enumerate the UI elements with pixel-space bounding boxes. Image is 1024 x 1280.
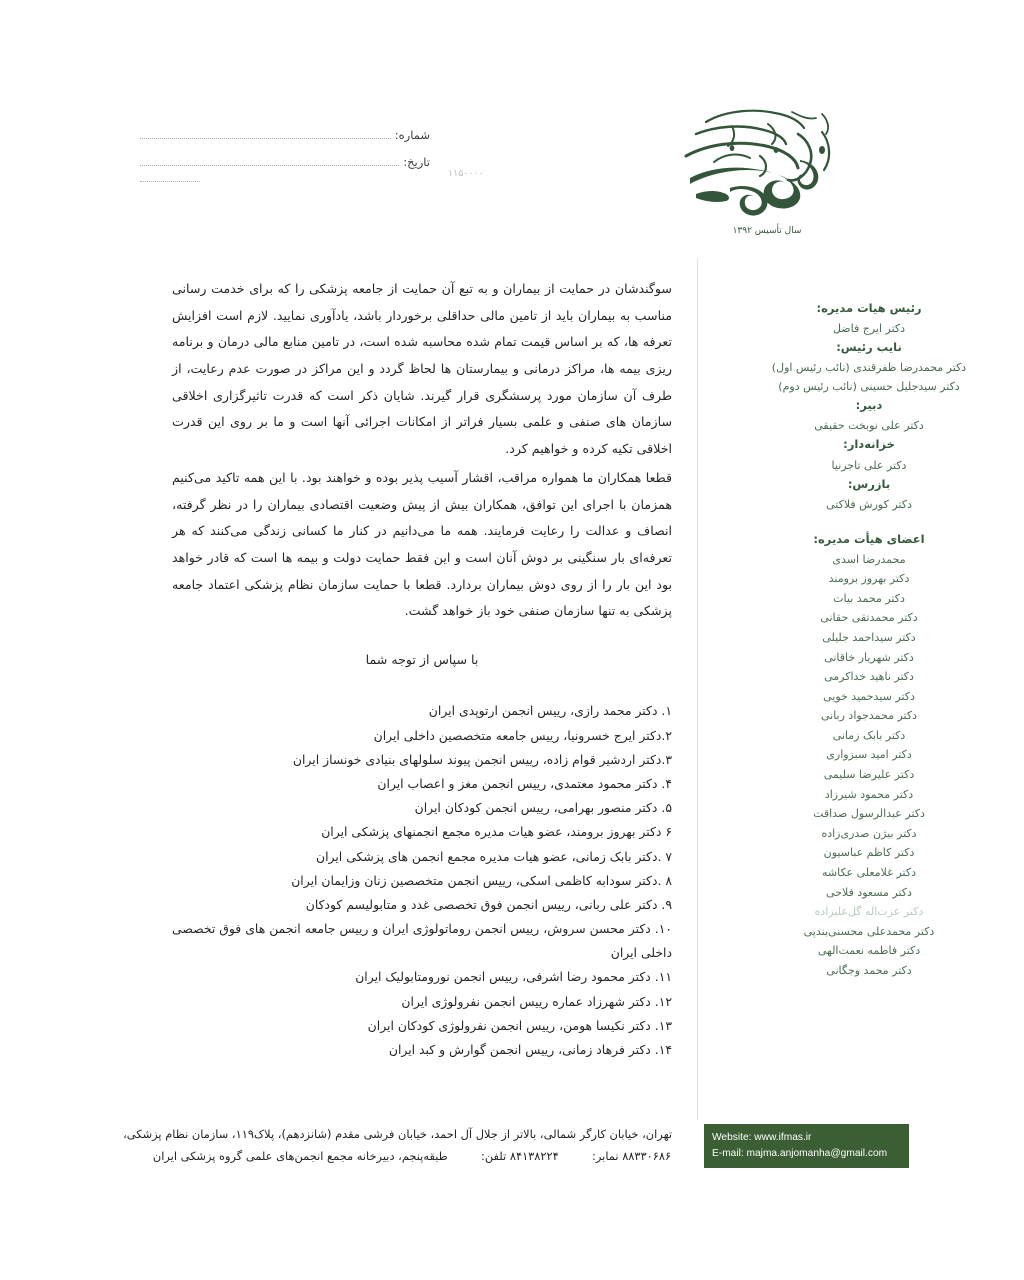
board-member-name: دکتر عزت‌اله گل‌علیزاده [814, 905, 924, 919]
role-title-treasurer: خزانه‌دار: [843, 437, 895, 452]
board-member-name: دکتر عبدالرسول صداقت [813, 807, 925, 821]
board-member-name: دکتر علیرضا سلیمی [823, 768, 915, 782]
body-paragraph-1: سوگندشان در حمایت از بیماران و به تبع آن حمایت از جامعه پزشکی را که برای خدمت رسانی مناسب به بیماران باید از تامین مالی حداقلی برخوردار باشد، یادآوری نمایید. لازم است افزایش تعرفه ها، که بر اساس قیمت تمام شده محاسبه شده است، در تامین منابع مالی درمان و برنامه ریزی بیمه ها، مراکز درمانی و بیمارستان ها لحاظ گردد و این مراکز در صورت عدم رعایت، از طرف آن سازمان مورد پرسشگری قرار گیرند. شایان ذکر است که قدرت تاثیرگزاری اخلاقی سازمان های صنفی و علمی بسیار فراتر از امکانات اجرائی آنها است و ما بر روی این قدرت اخلاقی تکیه کرده و خواهیم کرد. [172, 281, 672, 457]
fax-label: نمابر: [592, 1149, 619, 1164]
signatory-item: ۸ .دکتر سودابه کاظمی اسکی، رییس انجمن متخصصین زنان وزایمان ایران [291, 872, 672, 888]
board-sidebar [714, 300, 1024, 980]
phone-value: ۸۴۱۳۸۲۲۴ [509, 1149, 559, 1164]
header-fields [140, 128, 430, 182]
board-member-name: دکتر محمد وجگانی [826, 963, 912, 977]
logo-calligraphy-icon [672, 104, 862, 232]
board-member-name: دکتر سیداحمد جلیلی [822, 631, 916, 644]
signatory-list [172, 699, 672, 1062]
board-member-name: دکتر امید سبزواری [826, 748, 912, 762]
signatory-item: ۴. دکتر محمود معتمدی، رییس انجمن مغز و اعصاب ایران [377, 775, 672, 791]
role-name-vice-chairman-first: دکتر محمدرضا ظفرقندی (نائب رئیس اول) [771, 361, 967, 375]
board-member-name: دکتر فاطمه نعمت‌الهی [817, 944, 921, 958]
signatory-item: ۱۴. دکتر فرهاد زمانی، رییس انجمن گوارش و کبد ایران [388, 1042, 672, 1057]
footer-address-line-1: تهران، خیابان کارگر شمالی، بالاتر از جلال آل احمد، خیابان فرشی مقدم (شانزدهم)، پلاک۱۱۹، سازمان نظام پزشکی، [123, 1127, 672, 1141]
email-line[interactable]: E-mail: majma.anjomanha@gmail.com [712, 1147, 888, 1159]
signatory-item: ۱۳. دکتر نکیسا هومن، رییس انجمن نفرولوژی کودکان ایران [367, 1017, 672, 1033]
footer-address [123, 1123, 672, 1167]
role-name-chairman: دکتر ایرج فاضل [832, 322, 906, 336]
board-members-list [714, 550, 1024, 981]
board-member-name: محمدرضا اسدی [832, 552, 906, 566]
page-footer [0, 1123, 1024, 1185]
signatory-item: ۱۲. دکتر شهرزاد عماره رییس انجمن نفرولوژی ایران [401, 993, 672, 1009]
phone-label: تلفن: [480, 1149, 507, 1164]
date-field-dots [140, 158, 399, 166]
role-title-inspector: بازرس: [847, 476, 891, 491]
board-member-name: دکتر بابک زمانی [832, 728, 906, 742]
date-field-label: تاریخ: [403, 155, 430, 169]
board-member-name: دکتر محمدجواد ربانی [820, 709, 918, 723]
website-line[interactable]: Website: www.ifmas.ir [712, 1132, 812, 1143]
board-member-name: دکتر کاظم عباسیون [823, 846, 915, 860]
board-member-name: دکتر سیدحمید خویی [823, 689, 915, 703]
signatory-item: ۳.دکتر اردشیر قوام زاده، رییس انجمن پیوند سلولهای بنیادی خونساز ایران [292, 751, 672, 767]
logo-founding-year: سال تأسیس ۱۳۹۲ [732, 226, 802, 236]
board-member-name: دکتر محمد بیات [833, 591, 905, 605]
role-name-treasurer: دکتر علی تاجرنیا [831, 458, 907, 472]
signatory-item: ۶ دکتر بهروز برومند، عضو هیات مدیره مجمع انجمنهای پزشکی ایران [321, 824, 672, 840]
date-field-row [140, 155, 430, 169]
board-member-name: دکتر بهروز برومند [828, 572, 910, 586]
sidebar-role-block [714, 300, 1024, 339]
closing-thanks: با سپاس از توجه شما [365, 651, 479, 667]
role-title-chairman: رئیس هیات مدیره: [816, 301, 922, 315]
board-member-name: دکتر بیژن صدری‌زاده [821, 826, 917, 840]
role-title-vice-chairman: نایب رئیس: [836, 340, 902, 355]
board-member-name: دکتر شهریار خاقانی [824, 650, 914, 664]
vertical-divider [697, 258, 698, 1120]
fax-value: ۸۸۳۳۰۶۸۶ [622, 1149, 672, 1164]
letter-body [172, 276, 672, 1062]
board-member-name: دکتر محمدتقی حقانی [820, 611, 918, 625]
role-name-vice-chairman-second: دکتر سیدجلیل حسینی (نائب رئیس دوم) [778, 380, 960, 394]
sidebar-role-block [714, 397, 1024, 436]
signatory-item: ۱. دکتر محمد رازی، رییس انجمن ارتوپدی ایران [428, 703, 672, 719]
sidebar-roles [714, 300, 1024, 515]
role-name-inspector: دکتر کورش فلاکتی [826, 497, 912, 511]
signatory-item: ۹. دکتر علی ربانی، رییس انجمن فوق تخصصی غدد و متابولیسم کودکان [305, 896, 672, 912]
organization-logo [672, 104, 862, 254]
role-title-secretary: دبیر: [855, 398, 883, 413]
board-member-name: دکتر غلامعلی عکاشه [822, 865, 916, 879]
extra-dotted-line [140, 180, 200, 182]
board-members-title: اعضای هیأت مدیره: [813, 531, 925, 546]
number-field-row [140, 128, 430, 142]
board-member-name: دکتر مسعود فلاحی [826, 885, 912, 899]
signatory-item: ۲.دکتر ایرج خسرونیا، رییس جامعه متخصصین داخلی ایران [373, 727, 672, 743]
sidebar-role-block [714, 339, 1024, 397]
board-member-name: دکتر ناهید خداکرمی [824, 670, 914, 684]
number-field-label: شماره: [394, 128, 430, 142]
footer-address-line-2 [152, 1145, 672, 1167]
board-member-name: دکتر محمود شیرزاد [824, 787, 914, 801]
signatory-item: ۱۱. دکتر محمود رضا اشرفی، رییس انجمن نورومتابولیک ایران [355, 969, 672, 985]
sidebar-role-block [714, 436, 1024, 475]
faint-reference-mark: ۱۱۵۰۰۰۰ [448, 168, 484, 179]
body-paragraph-2: قطعا همکاران ما همواره مراقب، اقشار آسیب پذیر بوده و خواهند بود. با این همه تاکید می‌کنیم همزمان با اجرای این توافق، همکاران بیش از پیش وضعیت اقتصادی بیماران را در نظر گرفته، انصاف و عدالت را رعایت فرمایند. همه ما می‌دانیم در کنار ما کسانی زندگی می‌کنند که هر تعرفه‌ای بار سنگینی بر دوش آنان است و این فقط حمایت دولت و بیمه ها است که قادر خواهد بود این بار را از روی دوش بیماران بردارد. قطعا با حمایت سازمان نظام پزشکی اعتماد جامعه پزشکی به تنها سازمان صنفی خود باز خواهد گشت. [172, 469, 672, 619]
contact-box [704, 1124, 909, 1168]
signatory-item: ۱۰. دکتر محسن سروش، رییس انجمن روماتولوژی ایران و رییس جامعه انجمن های فوق تخصصی داخلی ایران [172, 921, 672, 961]
board-member-name: دکتر محمدعلی محسنی‌بندپی [803, 924, 935, 938]
sidebar-role-block [714, 476, 1024, 515]
signatory-item: ۵. دکتر منصور بهرامی، رییس انجمن کودکان ایران [414, 800, 672, 816]
number-field-dots [140, 131, 391, 139]
footer-address-line-2-text: طبقه‌پنجم، دبیرخانه مجمع انجمن‌های علمی گروه پزشکی ایران [152, 1149, 448, 1164]
signatory-item: ۷ .دکتر بابک زمانی، عضو هیات مدیره مجمع انجمن های پزشکی ایران [315, 848, 672, 864]
role-name-secretary: دکتر علی نوبخت حقیقی [814, 419, 924, 433]
